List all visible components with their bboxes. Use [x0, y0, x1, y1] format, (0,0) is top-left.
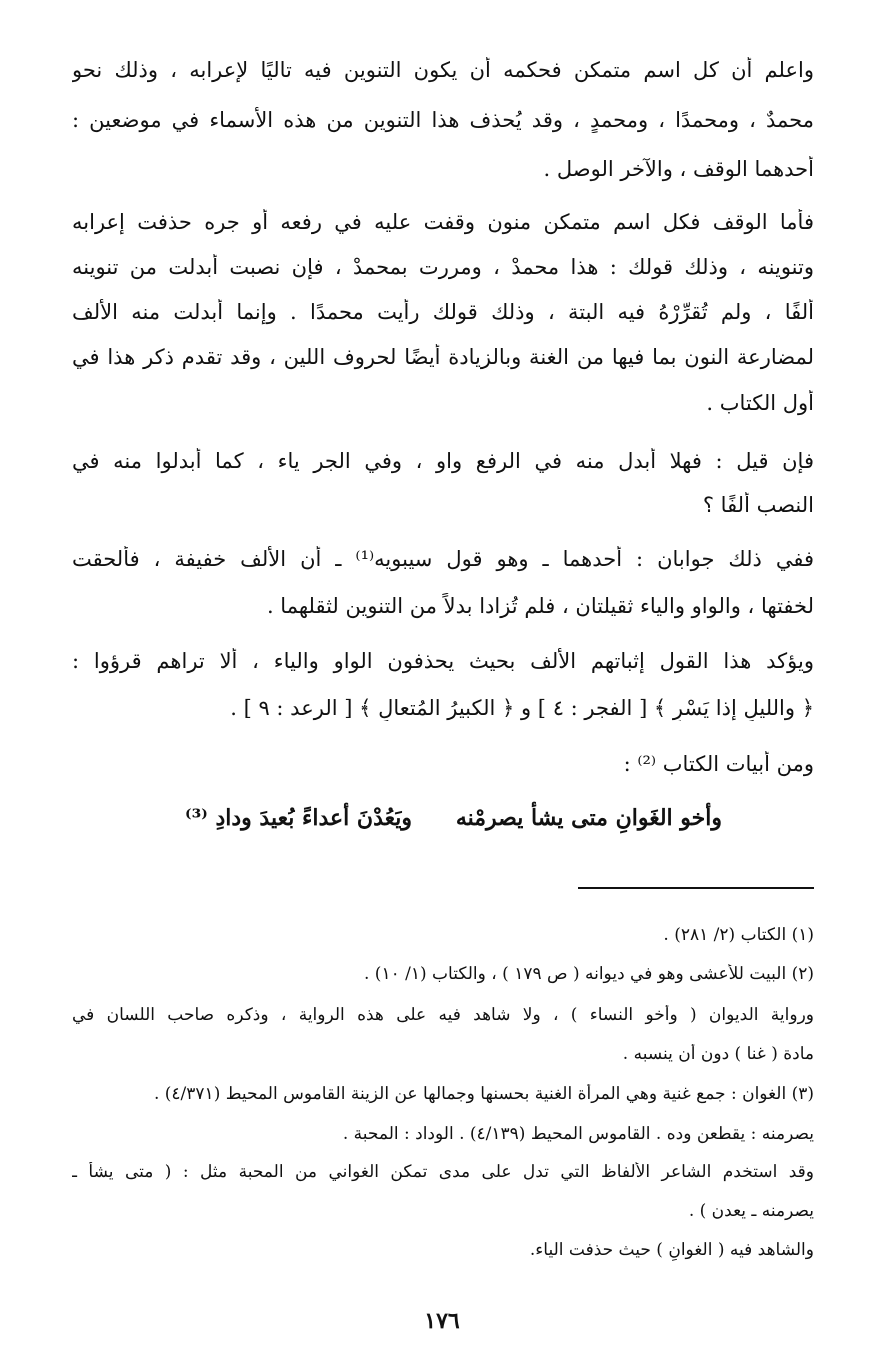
text-line: أول الكتاب . — [706, 391, 814, 415]
verse-hemistich-first: وأخو الغَوانِ متى يشأ يصرمْنه — [455, 805, 722, 831]
footnote-line: وقد استخدم الشاعر الألفاظ التي تدل على مدى تمكن الغواني من المحبة مثل : ( متى يشأ ـ — [72, 1162, 814, 1182]
text-line: النصب ألفًا ؟ — [702, 493, 814, 517]
text-line: ألفًا ، ولم تُقرِّرْهُ فيه البتة ، وذلك قولك رأيت محمدًا . وإنما أبدلت منه الألف — [72, 300, 814, 324]
footnote-line: يصرمنه : يقطعن وده . القاموس المحيط (٤/١٣٩) . الوداد : المحبة . — [342, 1124, 814, 1144]
footnote-line: يصرمنه ـ يعدن ) . — [688, 1201, 814, 1221]
verse-hemistich-second: ويَعُدْنَ أعداءً بُعيدَ ودادِ ⁽³⁾ — [185, 805, 412, 831]
footnote-line: والشاهد فيه ( الغوانِ ) حيث حذفت الياء. — [529, 1240, 814, 1260]
text-line: لخفتها ، والواو والياء ثقيلتان ، فلم تُزادا بدلاً من التنوين لثقلهما . — [266, 594, 814, 618]
text-line: ومن أبيات الكتاب ⁽²⁾ : — [623, 752, 814, 776]
footnote-line: (٣) الغوان : جمع غنية وهي المرأة الغنية بحسنها وجمالها عن الزينة القاموس المحيط (٤/٣٧١) . — [153, 1084, 814, 1104]
text-line: واعلم أن كل اسم متمكن فحكمه أن يكون التنوين فيه تاليًا لإعرابه ، وذلك نحو — [72, 58, 814, 82]
text-line: فإن قيل : فهلا أُبدل منه في الرفع واو ، وفي الجر ياء ، كما أبدلوا منه في — [72, 449, 814, 473]
footnote-divider — [578, 887, 814, 889]
text-line: لمضارعة النون بما فيها من الغنة وبالزيادة أيضًا لحروف اللين ، وقد تقدم ذكر هذا في — [72, 345, 814, 369]
footnote-line: (٢) البيت للأعشى وهو في ديوانه ( ص ١٧٩ ) ، والكتاب (١/ ١٠) . — [364, 964, 814, 984]
page-number: ١٧٦ — [424, 1308, 460, 1334]
text-line: وتنوينه ، وذلك قولك : هذا محمدْ ، ومررت بمحمدْ ، فإن نصبت أبدلت من تنوينه — [72, 255, 814, 279]
quran-citation-line: ﴿ والليلِ إذا يَسْرِ ﴾ [ الفجر : ٤ ] و ﴿ الكبيرُ المُتعالِ ﴾ [ الرعد : ٩ ] . — [230, 696, 814, 720]
text-line: فأما الوقف فكل اسم متمكن منون وقفت عليه في رفعه أو جره حذفت إعرابه — [72, 210, 814, 234]
text-line: محمدٌ ، ومحمدًا ، ومحمدٍ ، وقد يُحذف هذا التنوين من هذه الأسماء في موضعين : — [72, 108, 814, 132]
footnote-line: (١) الكتاب (٢/ ٢٨١) . — [663, 925, 814, 945]
text-line: ويؤكد هذا القول إثباتهم الألف بحيث يحذفون الواو والياء ، ألا تراهم قرؤوا : — [72, 649, 814, 673]
text-line: أحدهما الوقف ، والآخر الوصل . — [543, 157, 814, 181]
footnote-line: ورواية الديوان ( وأخو النساء ) ، ولا شاهد فيه على هذه الرواية ، وذكره صاحب اللسان في — [72, 1005, 814, 1025]
footnote-line: مادة ( غنا ) دون أن ينسبه . — [622, 1044, 814, 1064]
text-line: ففي ذلك جوابان : أحدهما ـ وهو قول سيبويه⁽¹⁾ ـ أن الألف خفيفة ، فألحقت — [72, 547, 814, 571]
